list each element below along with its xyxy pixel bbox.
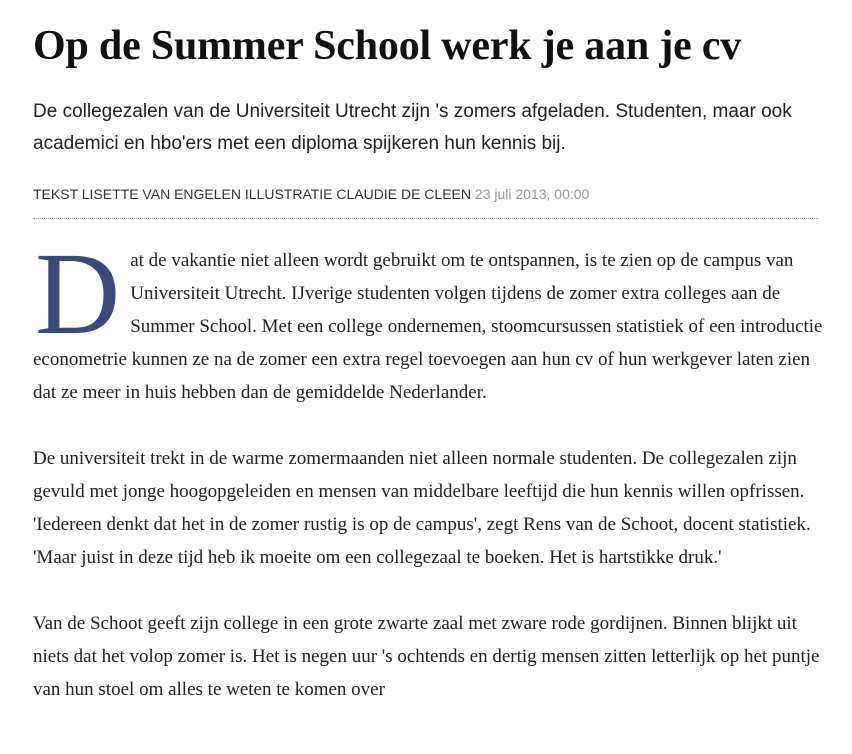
paragraph-2: De universiteit trekt in de warme zomermaanden niet alleen normale studenten. De collegezalen zijn gevuld met jonge hoogopgeleiden en mensen van middelbare leeftijd die hun kennis willen opfrissen. 'Iedereen denkt dat het in de zomer rustig is op de campus', zegt Rens van de Schoot, docent statistiek. 'Maar juist in deze tijd heb ik moeite om een collegezaal te boeken. Het is hartstikke druk.' (33, 448, 811, 568)
paragraph-1 (33, 228, 823, 409)
byline-date: 23 juli 2013, 00:00 (474, 186, 590, 202)
byline-credits: TEKST LISETTE VAN ENGELEN ILLUSTRATIE CLAUDIE DE CLEEN (33, 186, 472, 202)
article-body (33, 228, 823, 739)
article-intro: De collegezalen van de Universiteit Utrecht zijn 's zomers afgeladen. Studenten, maar ook academici en hbo'ers met een diploma spijkeren hun kennis bij. (33, 101, 792, 154)
byline-divider (33, 218, 819, 219)
paragraph-3: Van de Schoot geeft zijn college in een grote zwarte zaal met zware rode gordijnen. Binnen blijkt uit niets dat het volop zomer is. Het is negen uur 's ochtends en dertig mensen zitten letterlijk op het puntje van hun stoel om alles te weten te komen over (33, 613, 820, 700)
drop-cap: D (35, 228, 121, 359)
article-byline (33, 186, 589, 202)
article-headline: Op de Summer School werk je aan je cv (33, 23, 742, 69)
paragraph-1-text: at de vakantie niet alleen wordt gebruikt om te ontspannen, is te zien op de campus van Universiteit Utrecht. IJverige studenten volgen tijdens de zomer extra colleges aan de Summer School. Met een college ondernemen, stoomcursussen statistiek of een introductie econometrie kunnen ze na de zomer een extra regel toevoegen aan hun cv of hun werkgever laten zien dat ze meer in huis hebben dan de gemiddelde Nederlander. (33, 250, 823, 403)
